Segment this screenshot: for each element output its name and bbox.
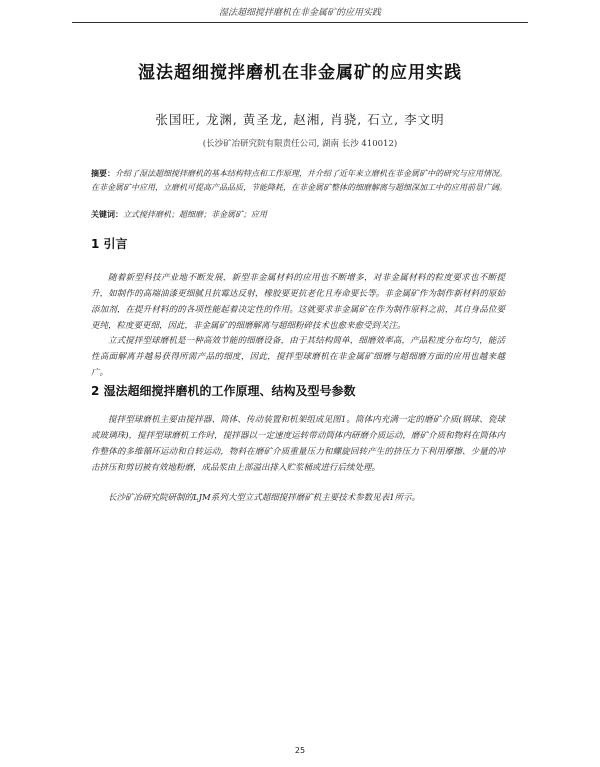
section-heading-principle: 2 湿法超细搅拌磨机的工作原理、结构及型号参数: [91, 384, 356, 398]
body-paragraph: 搅拌型球磨机主要由搅拌器、筒体、传动装置和机架组成见图1。筒体内充满一定的磨矿介质(钢球、瓷球或玻璃珠)，搅拌型球磨机工作时，搅拌器以一定速度运转带动筒体内研磨介质运动，磨矿介质和物料在筒体内作整体的多维循环运动和自转运动，物料在磨矿介质重量压力和螺旋回转产生的挤压力下利用摩擦、少量的冲击挤压和剪切被有效地粉磨，成品浆由上部溢出排入贮浆桶或进行后续处理。: [91, 415, 505, 473]
abstract-text: 介绍了湿法超细搅拌磨机的基本结构特点和工作原理，并介绍了近年来立磨机在非金属矿中的研究与应用情况。在非金属矿中应用，立磨机可提高产品品质，节能降耗，在非金属矿整体的细磨解离与超细深加工中的应用前景广阔。: [91, 169, 507, 192]
abstract-label: 摘要：: [91, 168, 115, 178]
keywords: [91, 208, 511, 221]
body-paragraph: 随着新型科技产业地不断发展，新型非金属材料的应用也不断增多，对非金属材料的粒度要求也不断提升，如制作的高端油漆更细腻且抗霉达反射，橡胶要更抗老化且寿命要长等。非金属矿作为制作新材料的原始添加剂，在提升材料的的各项性能起着决定性的作用。这就要求非金属矿在作为制作原料之前，其自身品位要更纯，粒度要更细，因此，非金属矿的细磨解离与超细粉碎技术也愈来愈受到关注。: [91, 273, 505, 331]
keywords-text: 立式搅拌磨机；超细磨；非金属矿；应用: [123, 210, 267, 219]
keywords-label: 关键词：: [91, 209, 123, 219]
affiliation: (长沙矿冶研究院有限责任公司, 湖南 长沙 410012): [202, 139, 398, 149]
paper-title: 湿法超细搅拌磨机在非金属矿的应用实践: [138, 63, 462, 83]
body-paragraph: 立式搅拌型球磨机是一种高效节能的细磨设备，由于其结构简单，细磨效率高，产品粒度分布均匀，能活性高面解离并越易获得所需产品的细度，因此，搅拌型球磨机在非金属矿细磨与超细磨方面的应用也越来越广。: [91, 336, 505, 378]
running-head: 湿法超细搅拌磨机在非金属矿的应用实践: [72, 6, 528, 23]
author-list: 张国旺, 龙渊, 黄圣龙, 赵湘, 肖骁, 石立, 李文明: [155, 112, 445, 127]
body-paragraph: 长沙矿冶研究院研制的LJM系列大型立式超细搅拌磨矿机主要技术参数见表1所示。: [108, 493, 421, 503]
abstract: [91, 166, 511, 195]
section-heading-introduction: 1 引言: [91, 237, 128, 251]
page-number: 25: [294, 746, 306, 755]
